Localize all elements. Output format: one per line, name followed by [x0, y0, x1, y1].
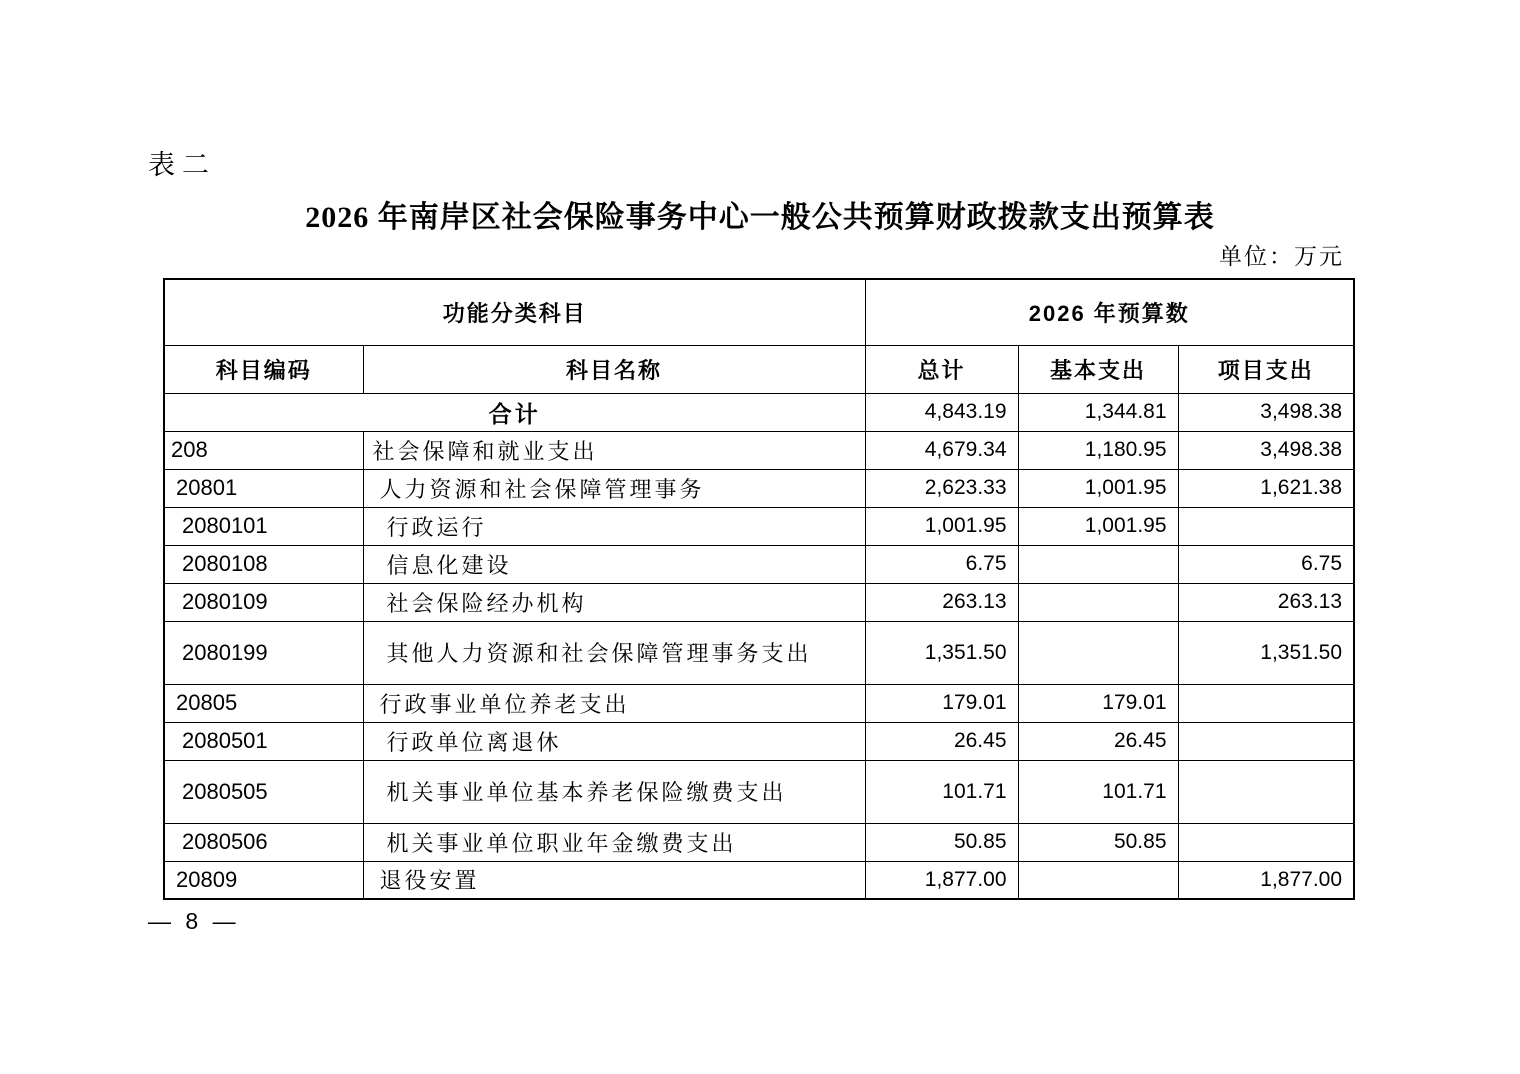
header-functional-classification: 功能分类科目 [164, 279, 865, 345]
total-cell: 26.45 [865, 722, 1018, 760]
subject-name-cell: 信息化建设 [363, 545, 865, 583]
table-row [164, 823, 1354, 861]
total-cell: 2,623.33 [865, 469, 1018, 507]
project-cell [1178, 507, 1354, 545]
subject-code-cell: 2080501 [164, 722, 363, 760]
subject-code-cell: 2080506 [164, 823, 363, 861]
header-subject-code: 科目编码 [164, 345, 363, 393]
header-basic-expenditure: 基本支出 [1018, 345, 1178, 393]
basic-cell: 1,001.95 [1018, 469, 1178, 507]
page-number: — 8 — [148, 908, 240, 934]
table-row [164, 621, 1354, 684]
table-row [164, 760, 1354, 823]
total-cell: 1,877.00 [865, 861, 1018, 899]
basic-cell: 50.85 [1018, 823, 1178, 861]
total-cell: 50.85 [865, 823, 1018, 861]
basic-cell [1018, 861, 1178, 899]
total-cell: 6.75 [865, 545, 1018, 583]
basic-cell: 1,344.81 [1018, 393, 1178, 431]
project-cell: 1,621.38 [1178, 469, 1354, 507]
project-cell: 263.13 [1178, 583, 1354, 621]
grand-total-label: 合计 [164, 393, 865, 431]
subject-code-cell: 20809 [164, 861, 363, 899]
project-cell: 1,351.50 [1178, 621, 1354, 684]
project-cell [1178, 760, 1354, 823]
basic-cell [1018, 545, 1178, 583]
total-cell: 263.13 [865, 583, 1018, 621]
total-cell: 1,001.95 [865, 507, 1018, 545]
budget-table-header [164, 279, 1354, 393]
basic-cell: 1,001.95 [1018, 507, 1178, 545]
total-cell: 179.01 [865, 684, 1018, 722]
budget-table [163, 278, 1355, 900]
project-cell: 1,877.00 [1178, 861, 1354, 899]
subject-code-cell: 20801 [164, 469, 363, 507]
basic-cell: 1,180.95 [1018, 431, 1178, 469]
subject-code-cell: 208 [164, 431, 363, 469]
subject-code-cell: 2080101 [164, 507, 363, 545]
total-cell: 101.71 [865, 760, 1018, 823]
total-cell: 4,679.34 [865, 431, 1018, 469]
subject-name-cell: 其他人力资源和社会保障管理事务支出 [363, 621, 865, 684]
header-project-expenditure: 项目支出 [1178, 345, 1354, 393]
unit-note: 单位：万元 [1219, 244, 1344, 270]
project-cell: 3,498.38 [1178, 393, 1354, 431]
table-row [164, 507, 1354, 545]
project-cell [1178, 684, 1354, 722]
subject-code-cell: 2080505 [164, 760, 363, 823]
basic-cell: 101.71 [1018, 760, 1178, 823]
header-subject-name: 科目名称 [363, 345, 865, 393]
table-row [164, 583, 1354, 621]
basic-cell: 179.01 [1018, 684, 1178, 722]
subject-name-cell: 退役安置 [363, 861, 865, 899]
basic-cell: 26.45 [1018, 722, 1178, 760]
subject-name-cell: 行政单位离退休 [363, 722, 865, 760]
basic-cell [1018, 621, 1178, 684]
header-budget-2026: 2026 年预算数 [865, 279, 1354, 345]
subject-code-cell: 2080109 [164, 583, 363, 621]
basic-cell [1018, 583, 1178, 621]
table-row [164, 469, 1354, 507]
subject-name-cell: 行政事业单位养老支出 [363, 684, 865, 722]
project-cell: 3,498.38 [1178, 431, 1354, 469]
project-cell: 6.75 [1178, 545, 1354, 583]
total-cell: 1,351.50 [865, 621, 1018, 684]
table-row [164, 545, 1354, 583]
table-row [164, 861, 1354, 899]
page-title: 2026 年南岸区社会保险事务中心一般公共预算财政拨款支出预算表 [305, 201, 1215, 234]
project-cell [1178, 722, 1354, 760]
header-total: 总计 [865, 345, 1018, 393]
subject-name-cell: 社会保险经办机构 [363, 583, 865, 621]
header-column-row [164, 345, 1354, 393]
subject-code-cell: 20805 [164, 684, 363, 722]
project-cell [1178, 823, 1354, 861]
table-row [164, 722, 1354, 760]
table-row [164, 431, 1354, 469]
total-cell: 4,843.19 [865, 393, 1018, 431]
subject-name-cell: 人力资源和社会保障管理事务 [363, 469, 865, 507]
table-row-grand-total [164, 393, 1354, 431]
subject-code-cell: 2080199 [164, 621, 363, 684]
subject-name-cell: 机关事业单位基本养老保险缴费支出 [363, 760, 865, 823]
header-group-row [164, 279, 1354, 345]
budget-table-body [164, 393, 1354, 899]
subject-name-cell: 社会保障和就业支出 [363, 431, 865, 469]
table-row [164, 684, 1354, 722]
subject-name-cell: 行政运行 [363, 507, 865, 545]
subject-name-cell: 机关事业单位职业年金缴费支出 [363, 823, 865, 861]
table-label: 表二 [148, 150, 216, 181]
subject-code-cell: 2080108 [164, 545, 363, 583]
